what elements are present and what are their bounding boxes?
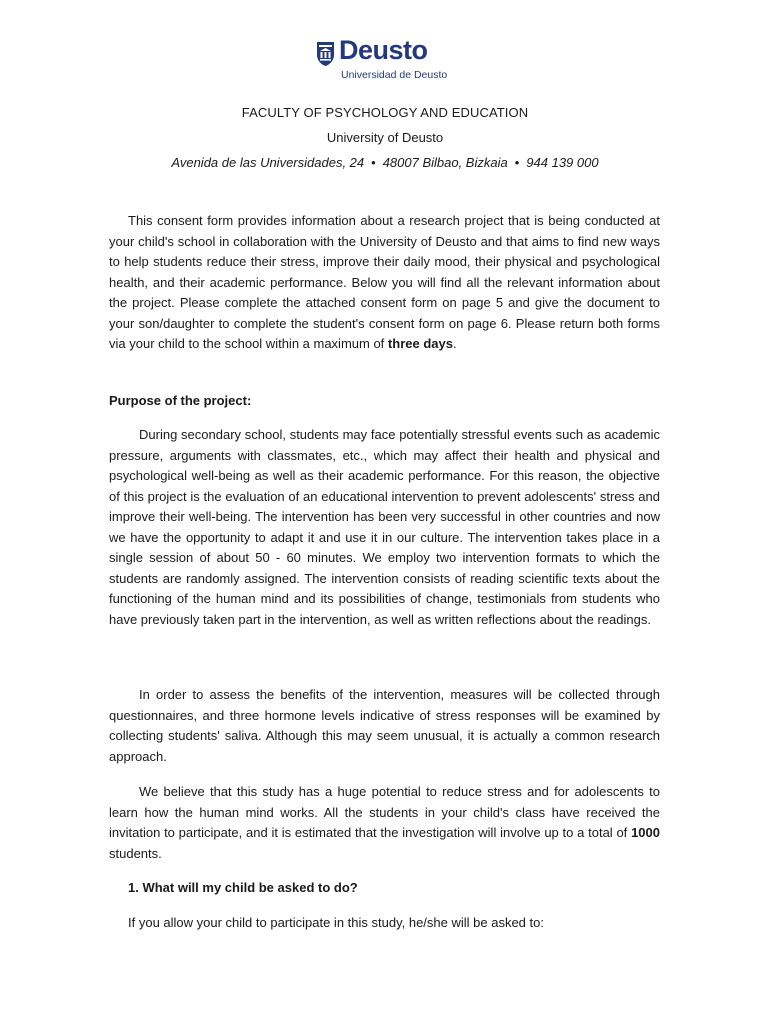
purpose-heading: Purpose of the project: [109, 393, 252, 408]
separator-dot: • [371, 155, 376, 170]
street-address: Avenida de las Universidades, 24 [171, 155, 365, 170]
faculty-title: FACULTY OF PSYCHOLOGY AND EDUCATION [241, 105, 529, 120]
section-1-text: If you allow your child to participate in this study, he/she will be asked to: [128, 915, 544, 930]
logo-subtitle: Universidad de Deusto [341, 69, 448, 81]
purpose-paragraph-2: In order to assess the benefits of the intervention, measures will be collected through questionnaires, and three hormone levels indicative of stress responses will be examined by collecting students' saliva. Although this may seem unusual, it is actually a common research approach. [109, 687, 660, 764]
intro-text: This consent form provides information about a research project that is being conducted at your child's school in collaboration with the University of Deusto and that aims to find new ways to help students reduce their stress, improve their daily mood, their physical and psychological health, and their academic performance. Below you will find all the relevant information about the project. Please complete the attached consent form on page 5 and give the document to your son/daughter to complete the student's consent form on page 6. Please return both forms via your child to the school within a maximum of [109, 213, 660, 351]
purpose-paragraph-3 [109, 782, 660, 864]
purpose-paragraph-1: During secondary school, students may face potentially stressful events such as academic pressure, arguments with classmates, etc., which may affect their health and physical and psychological well-being as well as their academic performance. For this reason, the objective of this project is the evaluation of an educational intervention to prevent adolescents' stress and improve their well-being. The intervention has been very successful in other countries and now we have the opportunity to adapt it and use it in our culture. The intervention takes place in a single session of about 50 - 60 minutes. We employ two intervention formats to which the students are randomly assigned. The intervention consists of reading scientific texts about the functioning of the human mind and its possibilities of change, testimonials from students who have previously taken part in the intervention, as well as written reflections about the readings. [109, 427, 660, 627]
separator-dot: • [514, 155, 520, 170]
intro-end: . [452, 336, 457, 351]
section-1-heading: 1. What will my child be asked to do? [128, 880, 358, 895]
deusto-logo [316, 35, 456, 83]
purpose-paragraph-3-text: We believe that this study has a huge potential to reduce stress and for adolescents to learn how the human mind works. All the students in your child's class have received the invitation to participate, and it is estimated that the investigation will involve up to a total of [109, 784, 660, 840]
intro-emphasis: three days [387, 336, 453, 351]
postcode-city: 48007 Bilbao, Bizkaia [382, 155, 508, 170]
university-shield-icon [316, 41, 335, 67]
participant-count: 1000 [631, 825, 660, 840]
phone-number: 944 139 000 [526, 155, 599, 170]
purpose-paragraph-3-end: students. [109, 845, 162, 861]
address-line [0, 155, 770, 170]
university-name: University of Deusto [326, 130, 444, 145]
logo-brand: Deusto [339, 35, 428, 65]
intro-paragraph [109, 211, 660, 355]
